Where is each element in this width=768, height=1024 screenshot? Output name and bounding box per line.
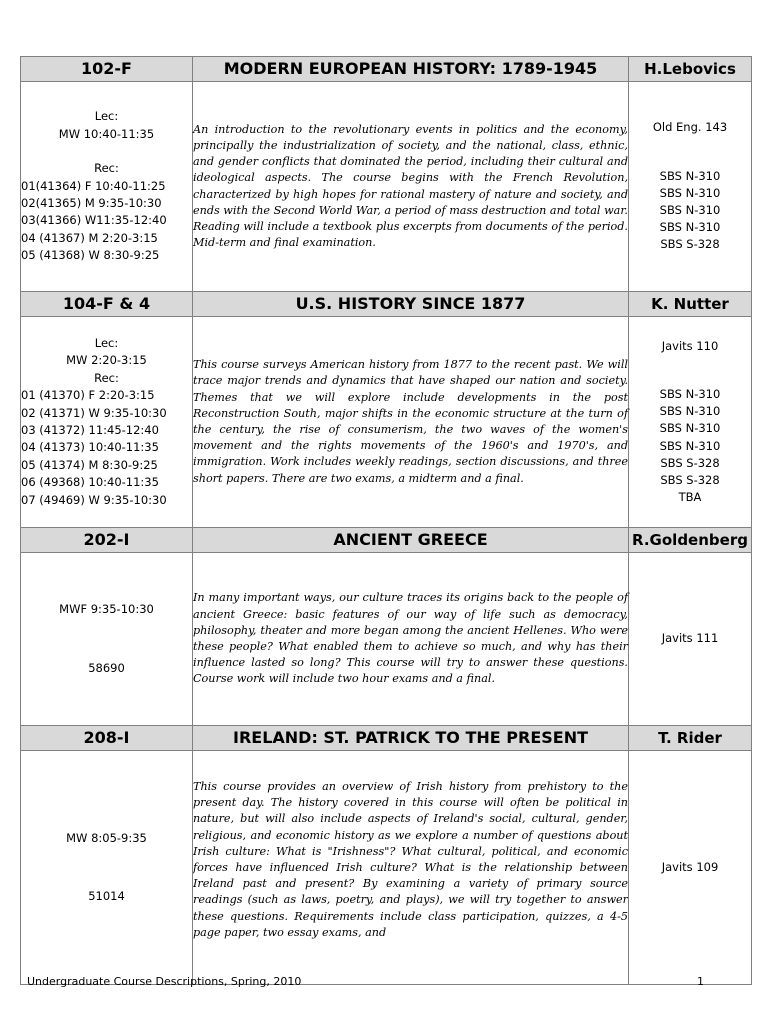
course-body-row bbox=[21, 553, 752, 726]
section-time: 05 (41368) W 8:30-9:25 bbox=[21, 248, 160, 263]
section-room: SBS N-310 bbox=[659, 386, 721, 401]
course-number: 104-F & 4 bbox=[21, 292, 193, 317]
section-time: 06 (49368) 10:40-11:35 bbox=[21, 475, 159, 490]
recitation-label: Rec: bbox=[94, 161, 119, 176]
course-number: 102-F bbox=[21, 57, 193, 82]
course-title: ANCIENT GREECE bbox=[193, 528, 629, 553]
recitation-label: Rec: bbox=[94, 370, 119, 385]
course-description: In many important ways, our culture traces its origins back to the people of ancient Greece: basic features of our way of life such as democracy, philosophy, theater and more began among the ancient Hellenes. Who were these people? What enabled them to achieve so much, and why has their influence lasted so long? This course will try to answer these questions. Course work will include two hour exams and a final. bbox=[193, 553, 629, 726]
course-number: 202-I bbox=[21, 528, 193, 553]
course-room: Javits 111 bbox=[629, 553, 752, 726]
section-room: SBS N-310 bbox=[659, 168, 721, 183]
course-table bbox=[20, 56, 752, 985]
course-schedule bbox=[21, 82, 193, 292]
section-time: 01(41364) F 10:40-11:25 bbox=[21, 178, 166, 193]
course-rooms bbox=[629, 82, 752, 292]
lecture-label: Lec: bbox=[94, 335, 119, 350]
lecture-room: Old Eng. 143 bbox=[652, 120, 728, 135]
section-time: 02 (41371) W 9:35-10:30 bbox=[21, 405, 167, 420]
lecture-room: Javits 110 bbox=[661, 338, 719, 353]
call-number: 58690 bbox=[88, 660, 125, 675]
section-time: 02(41365) M 9:35-10:30 bbox=[21, 196, 162, 210]
course-title: U.S. HISTORY SINCE 1877 bbox=[193, 292, 629, 317]
section-room: SBS N-310 bbox=[659, 203, 721, 217]
course-title: MODERN EUROPEAN HISTORY: 1789-1945 bbox=[193, 57, 629, 82]
course-instructor: T. Rider bbox=[629, 726, 752, 751]
section-time: 04 (41373) 10:40-11:35 bbox=[21, 440, 159, 455]
section-room: SBS S-328 bbox=[660, 472, 720, 487]
section-room: TBA bbox=[678, 490, 702, 505]
course-rooms bbox=[629, 317, 752, 528]
section-room: SBS S-328 bbox=[660, 455, 720, 470]
section-room: SBS N-310 bbox=[659, 438, 721, 453]
section-time: 04 (41367) M 2:20-3:15 bbox=[21, 230, 158, 245]
course-instructor: H.Lebovics bbox=[629, 57, 752, 82]
lecture-time: MW 10:40-11:35 bbox=[58, 126, 155, 141]
section-time: 03 (41372) 11:45-12:40 bbox=[21, 423, 159, 437]
course-header-row bbox=[21, 57, 752, 82]
course-description-text: This course provides an overview of Irish history from prehistory to the present day. The history covered in this course will often be political in nature, but will also include aspects of Ireland's social, cultural, gender, religious, and economic history as we explore a number of questions about Irish culture: What is "Irishness"? What cultural, political, and economic forces have influenced Irish culture? What is the relationship between Ireland past and present? By examining a variety of primary source readings (such as laws, poetry, and plays), we will try together to answer these questions. Requirements include class participation, quizzes, a 4-5 page paper, two essay exams, and bbox=[193, 780, 628, 939]
section-room: SBS N-310 bbox=[659, 421, 721, 436]
section-room: SBS S-328 bbox=[660, 237, 720, 252]
section-time: 05 (41374) M 8:30-9:25 bbox=[21, 457, 158, 472]
course-body-row bbox=[21, 82, 752, 292]
course-description bbox=[193, 751, 629, 985]
section-room: SBS N-310 bbox=[659, 404, 721, 419]
course-header-row bbox=[21, 292, 752, 317]
course-title: IRELAND: ST. PATRICK TO THE PRESENT bbox=[193, 726, 629, 751]
course-instructor: K. Nutter bbox=[629, 292, 752, 317]
course-room: Javits 109 bbox=[629, 751, 752, 985]
footer-title: Undergraduate Course Descriptions, Spring, 2010 bbox=[27, 975, 302, 988]
course-time: MW 8:05-9:35 bbox=[66, 830, 147, 845]
lecture-time: MW 2:20-3:15 bbox=[66, 353, 147, 368]
section-room: SBS N-310 bbox=[659, 220, 721, 235]
lecture-label: Lec: bbox=[94, 109, 119, 124]
course-time: MWF 9:35-10:30 bbox=[59, 602, 154, 617]
course-description: This course surveys American history from 1877 to the recent past. We will trace major trends and dynamics that have shaped our nation and society. Themes that we will explore include developments in the post Reconstruction South, major shifts in the economic structure at the turn of the century, the rise of consumerism, the two waves of the women's movement and the rights movements of the 1960's and 1970's, and immigration. Work includes weekly readings, section discussions, and three short papers. There are two exams, a midterm and a final. bbox=[193, 317, 629, 528]
section-time: 01 (41370) F 2:20-3:15 bbox=[21, 388, 155, 403]
course-number: 208-I bbox=[21, 726, 193, 751]
course-header-row bbox=[21, 528, 752, 553]
course-instructor: R.Goldenberg bbox=[629, 528, 752, 553]
section-time: 07 (49469) W 9:35-10:30 bbox=[21, 492, 167, 507]
section-room: SBS N-310 bbox=[659, 185, 721, 200]
course-description: An introduction to the revolutionary events in politics and the economy, principally the industrialization of society, and the national, class, ethnic, and gender conflicts that dominated the period, including their cultural and ideological aspects. The course begins with the French Revolution, characterized by high hopes for rational mastery of nature and society, and ends with the Second World War, a period of mass destruction and total war. Reading will include a textbook plus excerpts from documents of the period. Mid-term and final examination. bbox=[193, 82, 629, 292]
page-number: 1 bbox=[697, 975, 704, 988]
call-number: 51014 bbox=[88, 889, 125, 903]
course-header-row bbox=[21, 726, 752, 751]
section-time: 03(41366) W11:35-12:40 bbox=[21, 213, 167, 228]
course-body-row bbox=[21, 317, 752, 528]
course-schedule bbox=[21, 553, 193, 726]
course-schedule bbox=[21, 317, 193, 528]
course-schedule bbox=[21, 751, 193, 985]
course-body-row bbox=[21, 751, 752, 985]
